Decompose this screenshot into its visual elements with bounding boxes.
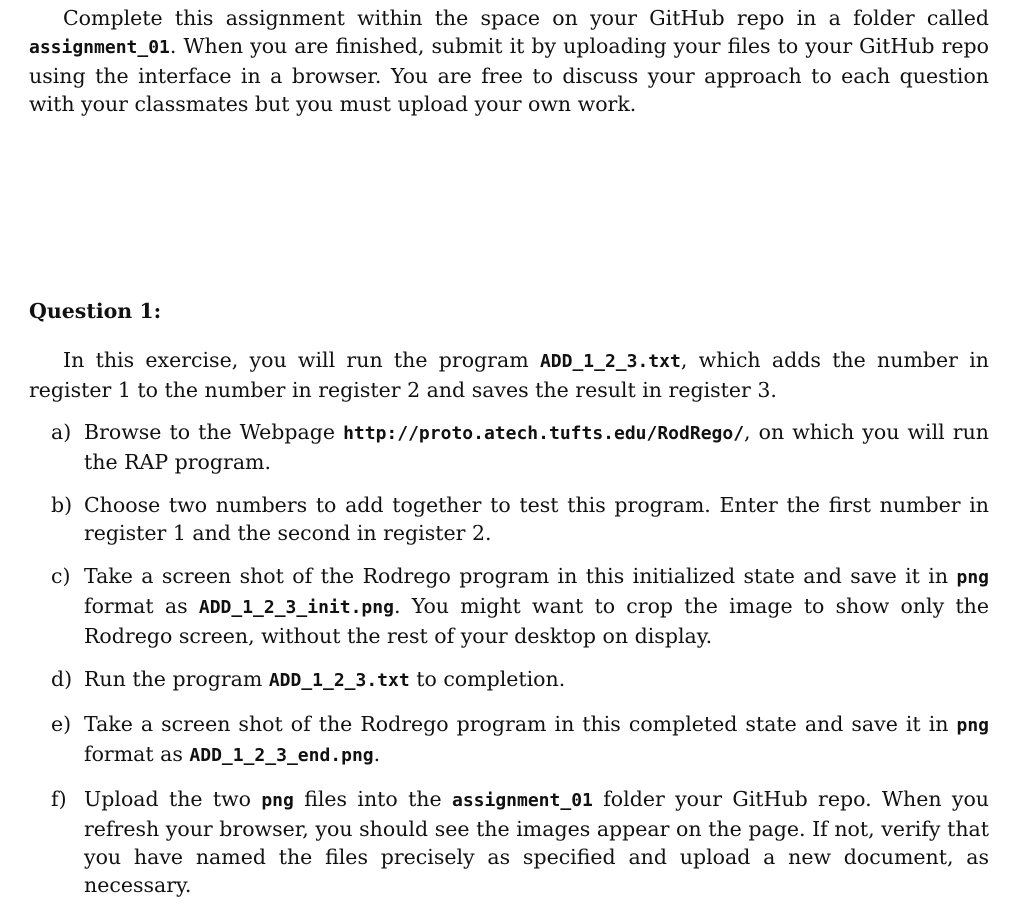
list-marker: d): [51, 667, 73, 691]
part-text: Take a screen shot of the Rodrego program in this initialized state and save it in: [84, 564, 957, 588]
document-page: [29, 4, 989, 897]
question-heading: Question 1:: [29, 299, 162, 323]
part-text: , on which you will run the RAP program.: [84, 420, 989, 474]
list-item: [29, 665, 989, 695]
part-text: Run the program: [84, 667, 269, 691]
folder-name-code: assignment_01: [29, 37, 170, 58]
format-code: png: [956, 715, 989, 736]
part-text: format as: [84, 742, 190, 766]
intro-text-1: Complete this assignment within the space on your GitHub repo in a folder called: [63, 6, 989, 30]
folder-name-code: assignment_01: [451, 790, 593, 811]
url-code: http://proto.atech.tufts.edu/RodRego/: [343, 423, 745, 444]
part-text: files into the: [293, 787, 452, 811]
question-intro-text-2: , which adds the number in register 1 to the number in register 2 and saves the result in register 3.: [29, 348, 989, 402]
part-text: Upload the two: [84, 787, 262, 811]
part-text: Take a screen shot of the Rodrego program in this completed state and save it in: [84, 712, 957, 736]
list-item: [29, 491, 989, 547]
list-item: [29, 562, 989, 650]
filename-code: ADD_1_2_3_init.png: [198, 597, 394, 618]
program-name-code: ADD_1_2_3.txt: [268, 670, 410, 691]
part-text: Browse to the Webpage: [84, 420, 344, 444]
part-text: Choose two numbers to add together to test this program. Enter the first number in register 1 and the second in register 2.: [84, 493, 989, 545]
question-parts-list: [29, 418, 989, 914]
part-text: format as: [84, 594, 199, 618]
list-item: [29, 785, 989, 899]
question-intro: [29, 346, 989, 404]
format-code: png: [956, 567, 989, 588]
part-text: to completion.: [409, 667, 566, 691]
list-item: [29, 418, 989, 476]
part-text: . You might want to crop the image to show only the Rodrego screen, without the rest of your desktop on display.: [84, 594, 989, 648]
intro-paragraph: [29, 4, 989, 118]
list-marker: f): [51, 787, 67, 811]
list-marker: c): [51, 564, 71, 588]
filename-code: ADD_1_2_3_end.png: [189, 745, 374, 766]
question-intro-text-1: In this exercise, you will run the program: [63, 348, 540, 372]
list-item: [29, 710, 989, 770]
intro-text-2: . When you are finished, submit it by uploading your files to your GitHub repo using the interface in a browser. You are free to discuss your approach to each question with your classmates but you must upload your own work.: [29, 34, 989, 116]
list-marker: e): [51, 712, 72, 736]
list-marker: b): [51, 493, 73, 517]
part-text: .: [373, 742, 381, 766]
format-code: png: [261, 790, 294, 811]
program-name-code: ADD_1_2_3.txt: [539, 351, 681, 372]
list-marker: a): [51, 420, 72, 444]
part-text: folder your GitHub repo. When you refresh your browser, you should see the images appear on the page. If not, verify that you have named the files precisely as specified and upload a new document, as necessary.: [84, 787, 989, 897]
